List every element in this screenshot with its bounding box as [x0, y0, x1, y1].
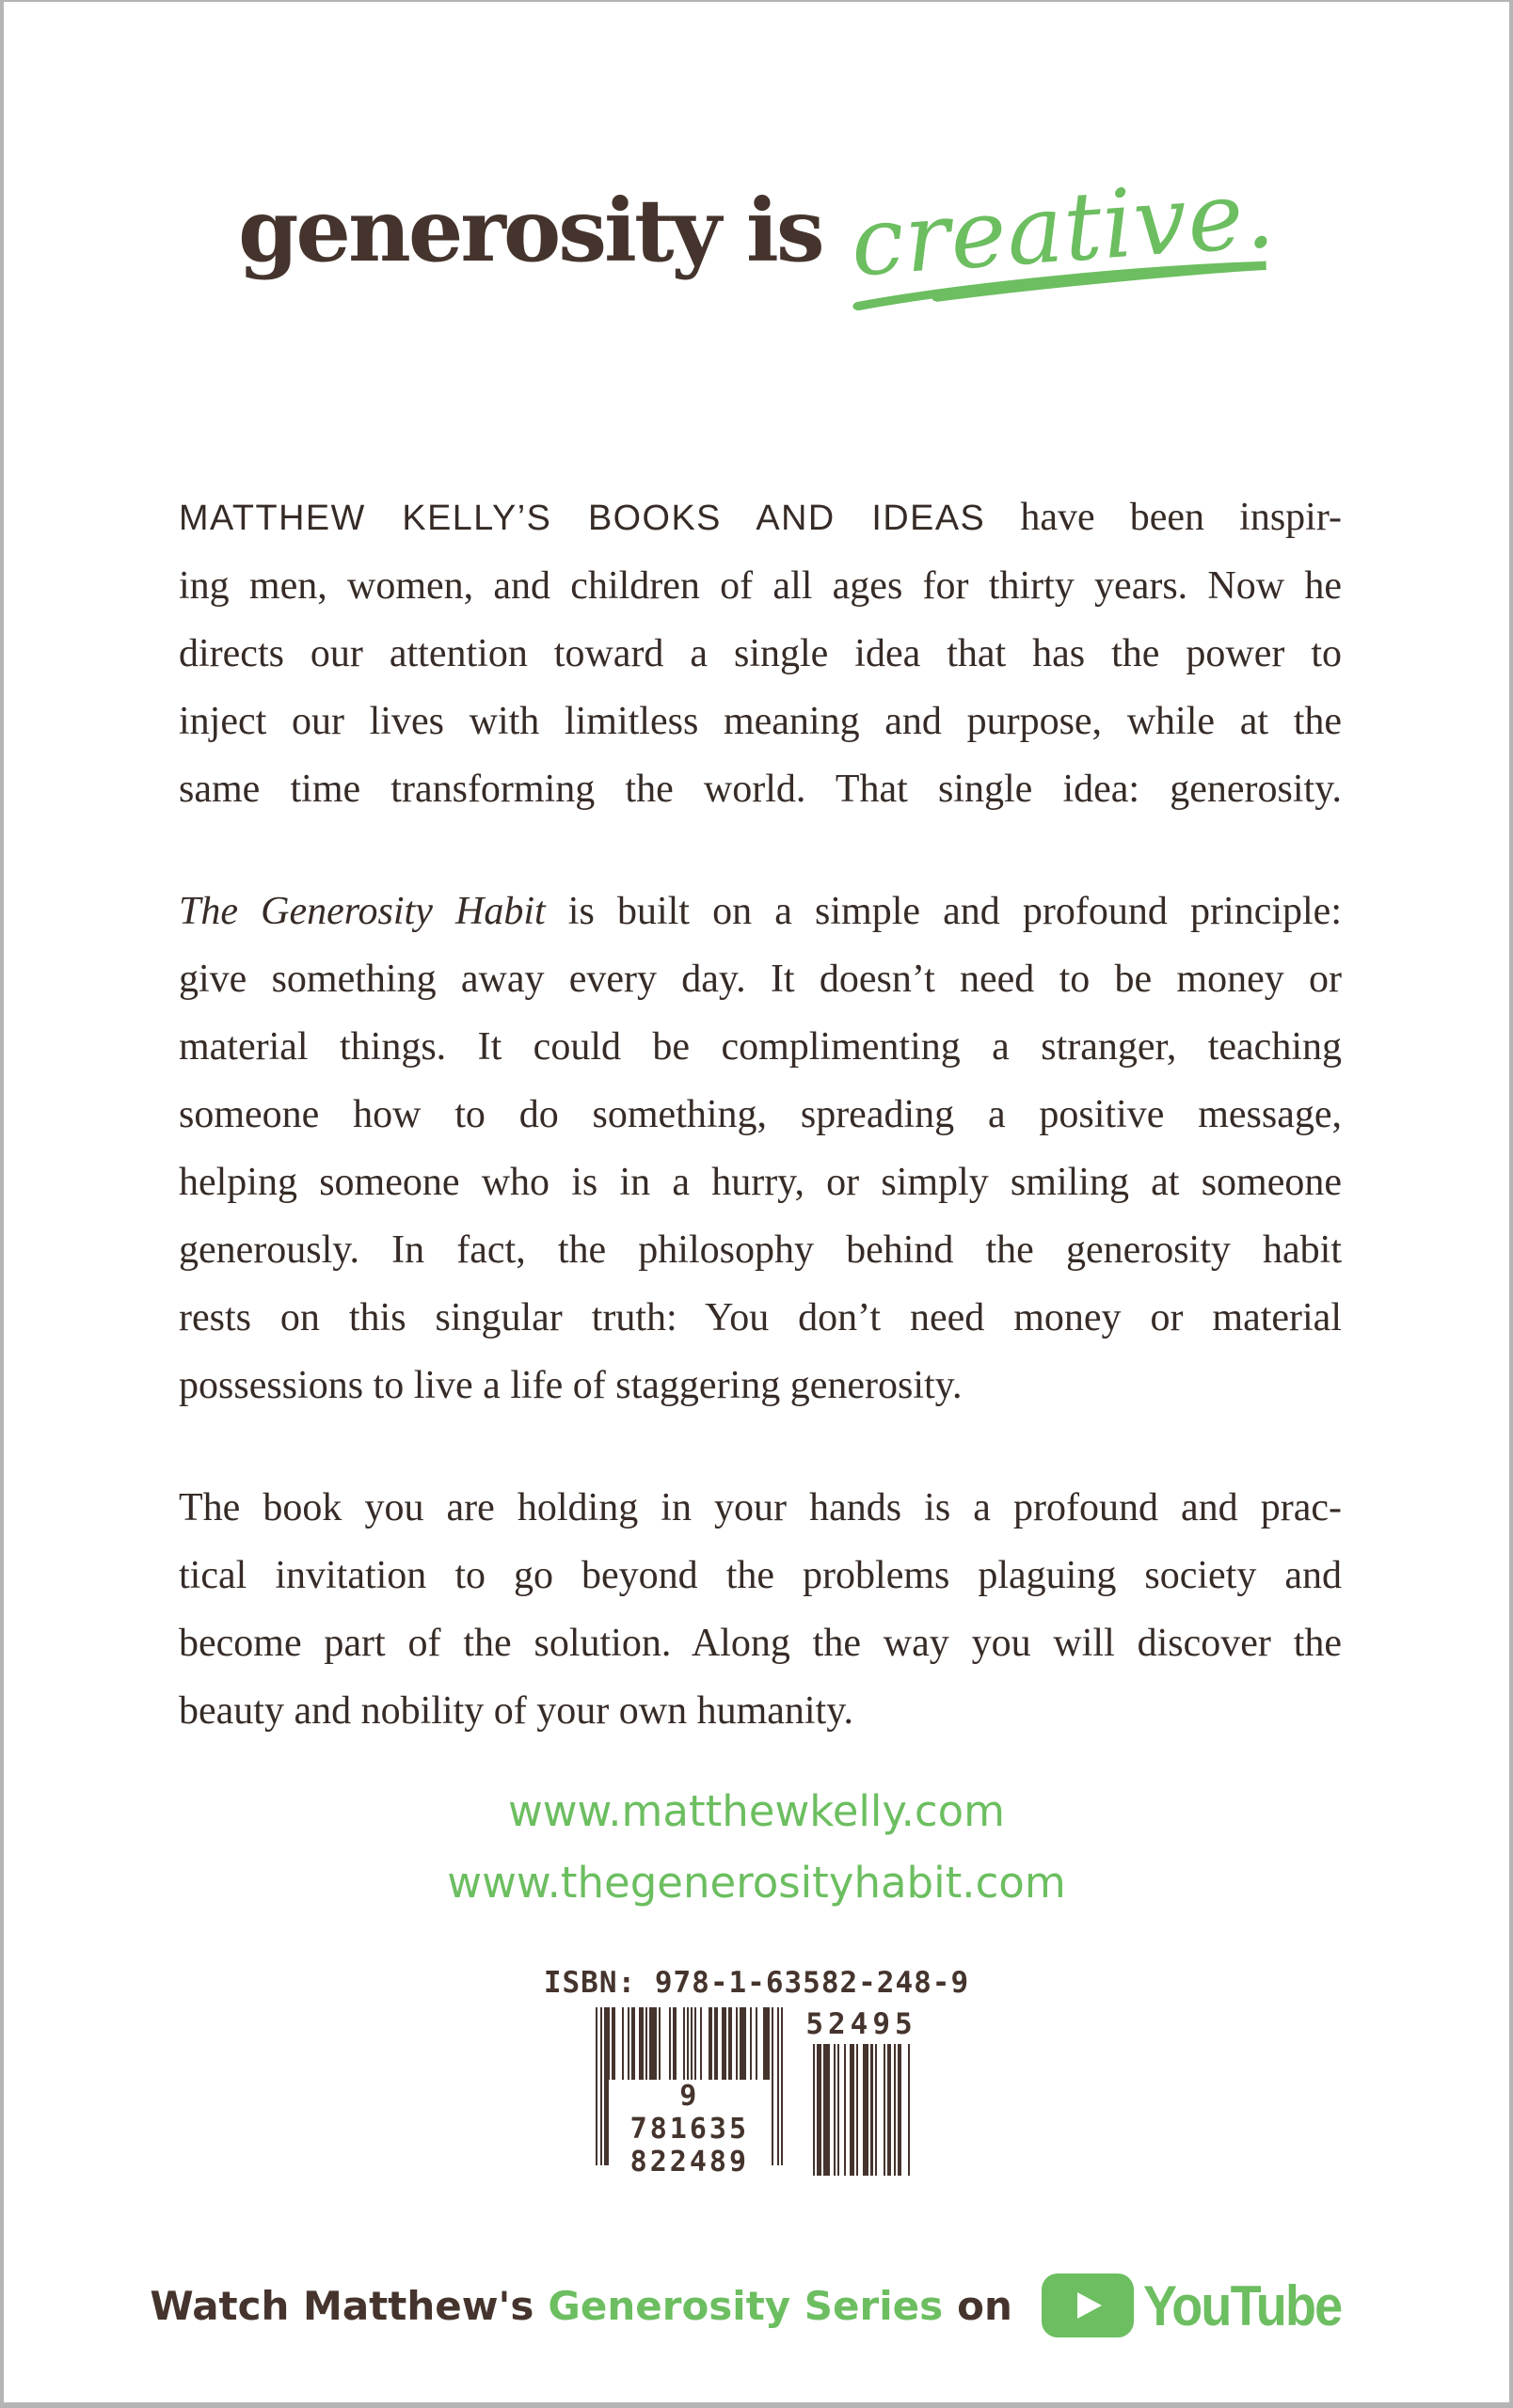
text-line: inject our lives with limitless meaning and purpose, while at the	[179, 700, 1342, 743]
text-line: The book you are holding in your hands is a profound and prac-	[179, 1486, 1342, 1529]
text-line: rests on this singular truth: You don’t need money or material	[179, 1296, 1342, 1339]
tagline-script-wrap	[847, 158, 1278, 297]
tagline	[4, 158, 1509, 298]
text-line: The Generosity Habit is built on a simple and profound principle:	[179, 890, 1342, 933]
link-matthewkelly[interactable]: www.matthewkelly.com	[507, 1786, 1006, 1836]
youtube-logo[interactable]	[1040, 2273, 1363, 2338]
barcode-bars-row	[596, 2007, 916, 2176]
paragraph	[179, 1474, 1342, 1745]
tagline-script: creative.	[847, 158, 1279, 298]
text-line: possessions to live a life of staggering generosity.	[179, 1364, 963, 1407]
footer	[4, 2273, 1509, 2338]
tagline-main: generosity is	[238, 180, 822, 281]
barcode-digits: 9 781635 822489	[609, 2080, 770, 2178]
isbn-label: ISBN: 978-1-63582-248-9	[543, 1966, 970, 2000]
website-links	[4, 1776, 1509, 1919]
link-thegenerosityhabit[interactable]: www.thegenerosityhabit.com	[447, 1858, 1066, 1908]
youtube-play-icon	[1040, 2273, 1136, 2338]
text-line: material things. It could be complimenting a stranger, teaching	[179, 1025, 1342, 1069]
footer-prefix: Watch Matthew's	[150, 2282, 534, 2329]
supplemental-bars	[813, 2044, 910, 2176]
ean13-barcode	[596, 2007, 783, 2178]
footer-suffix: on	[957, 2282, 1012, 2329]
text-line: someone how to do something, spreading a positive message,	[179, 1093, 1342, 1136]
price-code: 52495	[805, 2007, 917, 2041]
barcode-block	[4, 1966, 1509, 2176]
text-line: tical invitation to go beyond the problems plaguing society and	[179, 1554, 1342, 1597]
text-line: beauty and nobility of your own humanity.	[179, 1689, 853, 1733]
text-line: helping someone who is in a hurry, or simply smiling at someone	[179, 1161, 1342, 1204]
text-line: ing men, women, and children of all ages for thirty years. Now he	[179, 564, 1342, 608]
text-line: generously. In fact, the philosophy behind the generosity habit	[179, 1228, 1342, 1272]
paragraph	[179, 878, 1342, 1419]
description-text	[179, 483, 1342, 1745]
text-line: same time transforming the world. That single idea: generosity.	[179, 768, 1342, 811]
footer-series-label: Generosity Series	[548, 2282, 944, 2329]
text-line: directs our attention toward a single idea that has the power to	[179, 632, 1342, 675]
paragraph	[179, 483, 1342, 823]
text-line: give something away every day. It doesn’t need to be money or	[179, 958, 1342, 1001]
text-line: become part of the solution. Along the way you will discover the	[179, 1622, 1342, 1665]
text-line: MATTHEW KELLY’S BOOKS AND IDEAS have been inspir-	[179, 496, 1342, 539]
supplemental-barcode	[805, 2007, 916, 2176]
youtube-wordmark: YouTube	[1142, 2273, 1342, 2337]
